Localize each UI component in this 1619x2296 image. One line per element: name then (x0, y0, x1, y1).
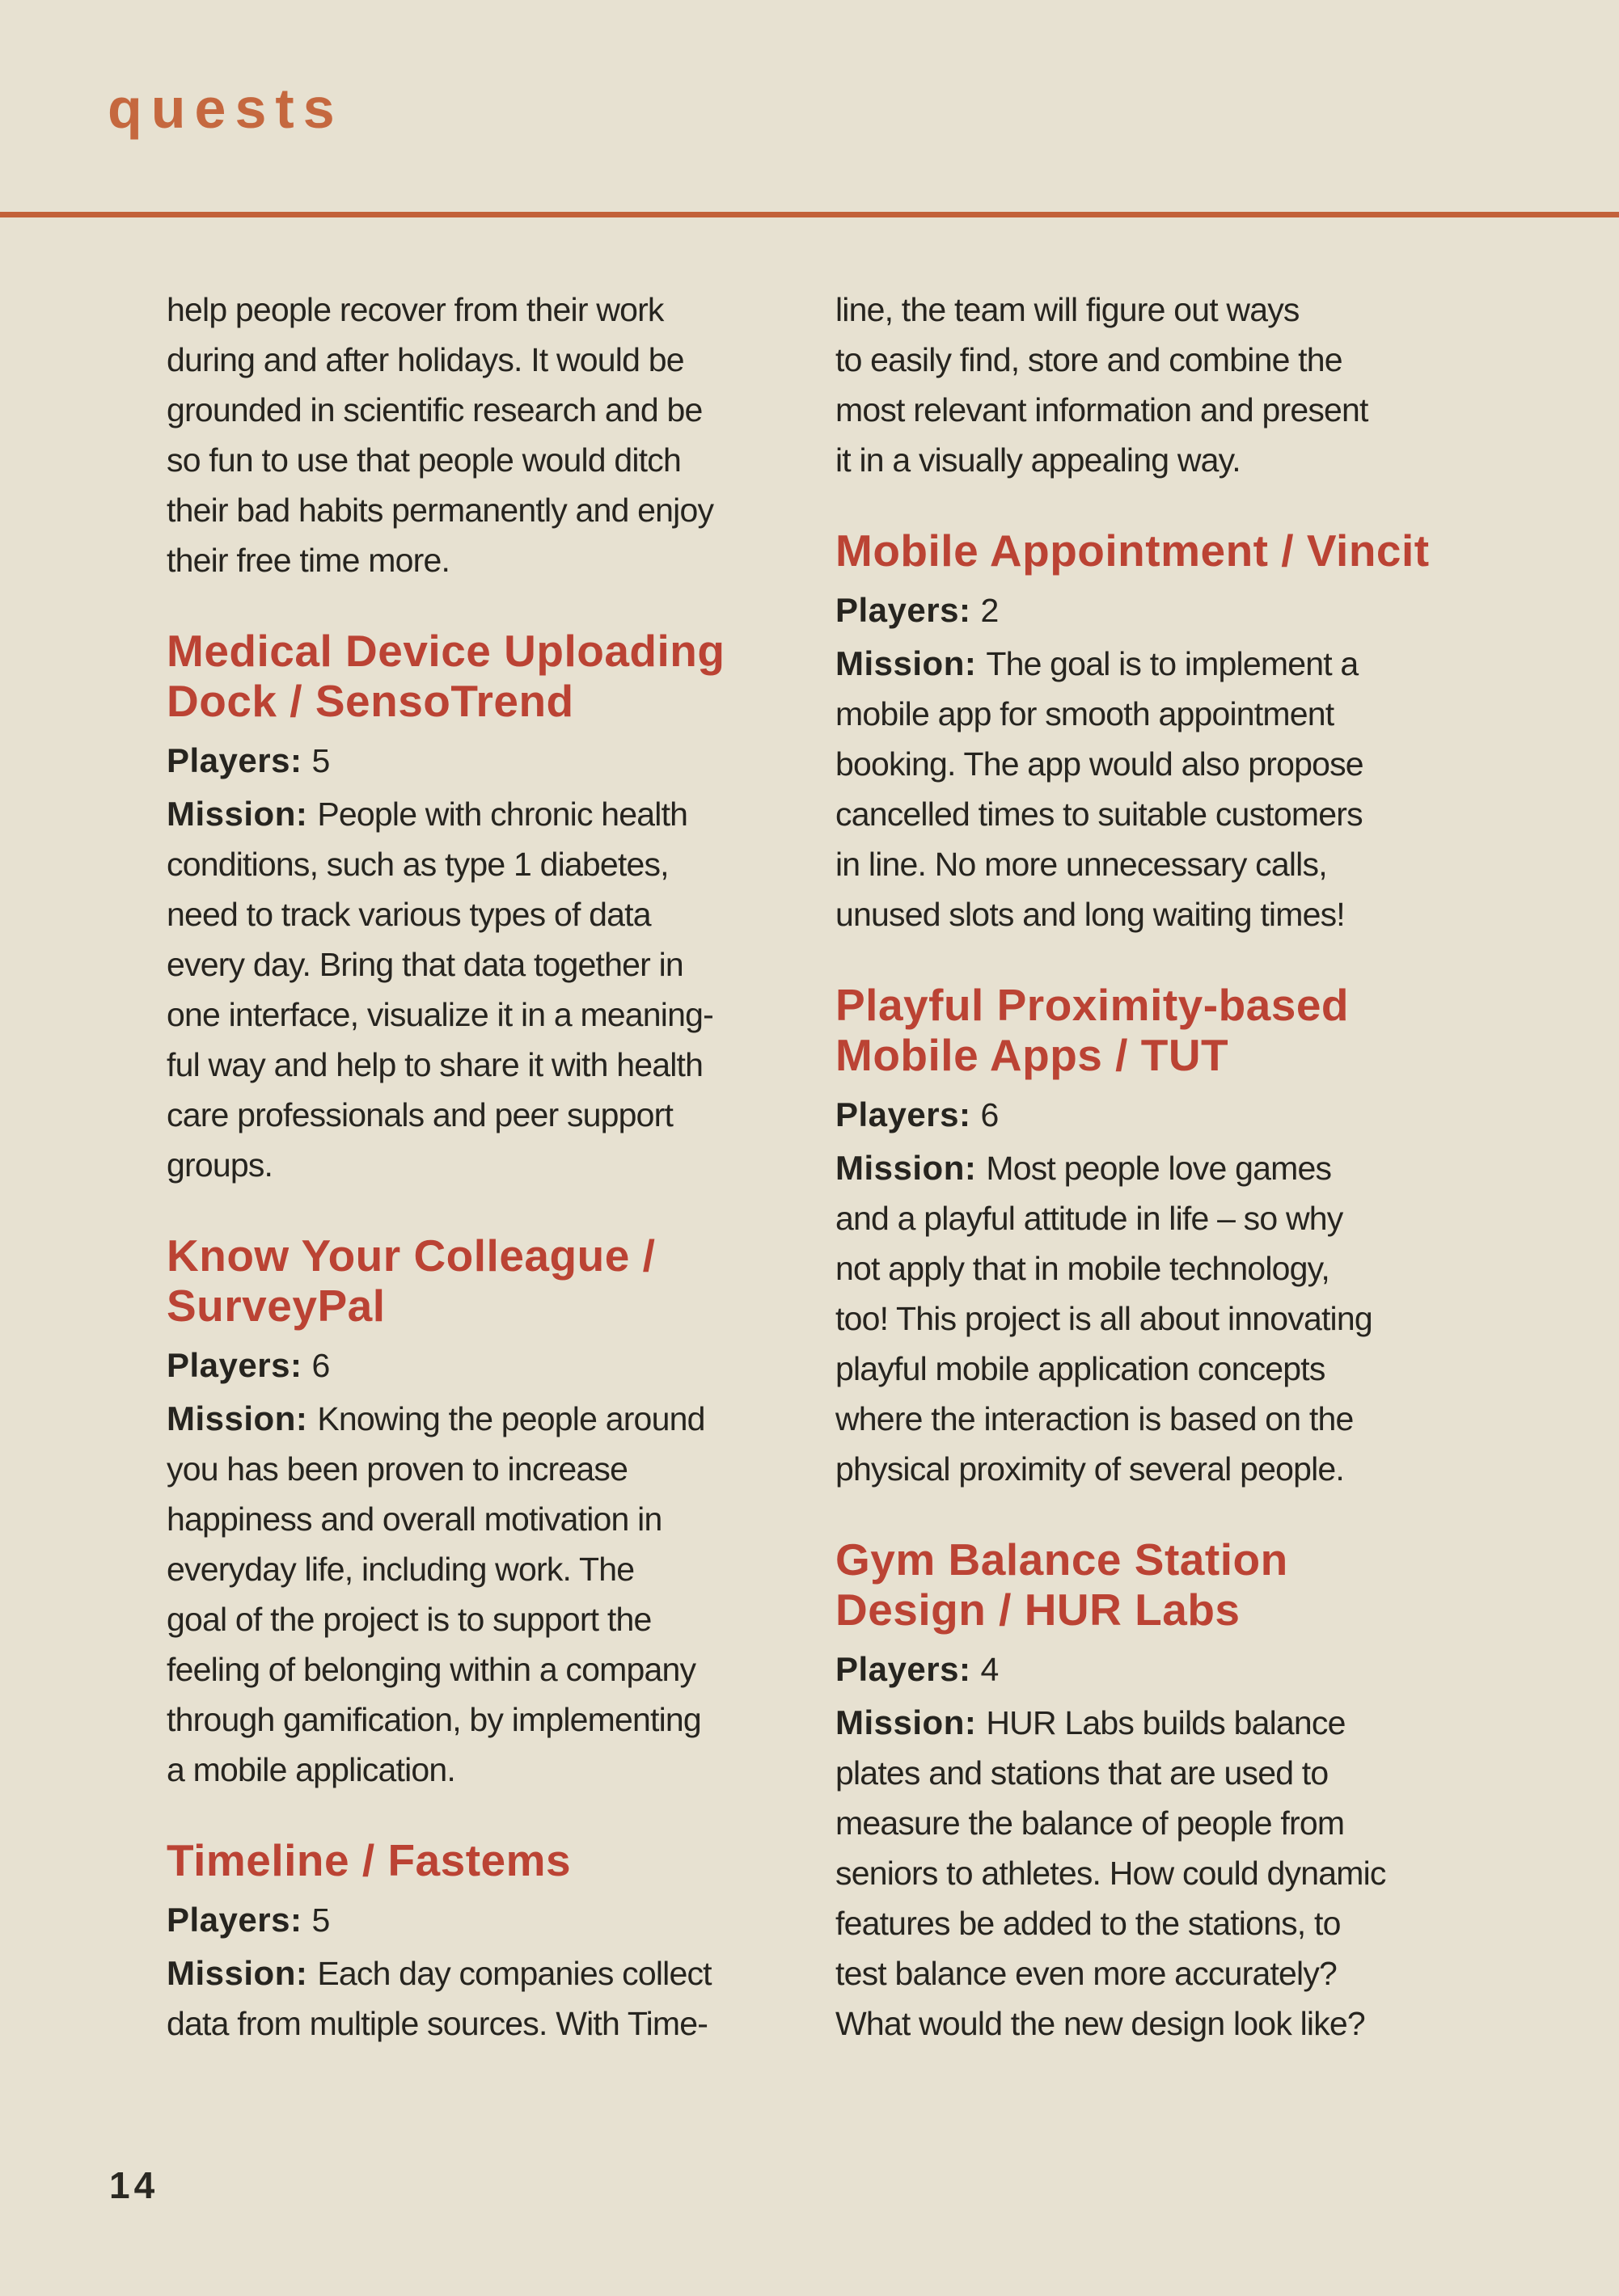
quest-section (167, 626, 822, 1190)
quest-title (167, 1835, 822, 1885)
mission-line: mobile app for smooth appointment (835, 695, 1334, 732)
mission-line: plates and stations that are used to (835, 1754, 1329, 1792)
quest-title-line: Design / HUR Labs (835, 1585, 1241, 1635)
mission-label: Mission: (835, 1703, 977, 1741)
mission-label: Mission: (835, 1149, 977, 1187)
page-number: 14 (109, 2164, 159, 2206)
quest-title (835, 525, 1490, 576)
mission-line: you has been proven to increase (167, 1450, 628, 1488)
body-line: grounded in scientific research and be (167, 391, 703, 428)
mission-line: cancelled times to suitable customers (835, 796, 1363, 833)
players-value: 2 (980, 592, 999, 629)
players-label: Players: (167, 741, 302, 779)
mission-line: feeling of belonging within a company (167, 1651, 696, 1688)
mission-line (167, 789, 822, 839)
mission-line: a mobile application. (167, 1751, 455, 1788)
mission-line: conditions, such as type 1 diabetes, (167, 846, 669, 883)
mission-line: physical proximity of several people. (835, 1450, 1344, 1488)
quest-title-line: Mobile Appointment / Vincit (835, 525, 1430, 576)
title-rule (0, 212, 1619, 217)
mission-line: one interface, visualize it in a meaning- (167, 996, 713, 1033)
mission-line (835, 639, 1490, 689)
body-line: so fun to use that people would ditch (167, 441, 681, 479)
players-line (835, 1644, 1490, 1695)
body-line: their bad habits permanently and enjoy (167, 492, 714, 529)
quest-section (835, 980, 1490, 1494)
mission-label: Mission: (835, 644, 977, 682)
quest-title-line: Timeline / Fastems (167, 1835, 572, 1885)
quest-section (167, 1835, 822, 2049)
players-label: Players: (167, 1901, 302, 1939)
mission-line: measure the balance of people from (835, 1804, 1345, 1842)
body-line: during and after holidays. It would be (167, 341, 684, 378)
mission-line-text: Most people love games (986, 1150, 1332, 1187)
quest-title (835, 1534, 1490, 1635)
quest-section (835, 1534, 1490, 2049)
players-line (835, 585, 1490, 635)
players-value: 4 (980, 1651, 999, 1688)
mission-line-text: HUR Labs builds balance (986, 1704, 1346, 1741)
mission-line-text: The goal is to implement a (986, 645, 1359, 682)
players-line (167, 736, 822, 786)
mission-line: booking. The app would also propose (835, 745, 1363, 783)
mission-line: happiness and overall motivation in (167, 1500, 662, 1538)
mission-line-text: Knowing the people around (317, 1400, 705, 1437)
mission-text (167, 1948, 822, 2049)
players-value: 6 (311, 1347, 330, 1384)
mission-line: through gamification, by implementing (167, 1701, 701, 1738)
mission-line (167, 1394, 822, 1444)
mission-line: need to track various types of data (167, 896, 651, 933)
body-line: to easily find, store and combine the (835, 341, 1342, 378)
body-line: it in a visually appealing way. (835, 441, 1241, 479)
mission-text (835, 639, 1490, 939)
mission-line: What would the new design look like? (835, 2005, 1365, 2042)
quest-title-line: Gym Balance Station (835, 1534, 1288, 1585)
quest-section (835, 525, 1490, 939)
quest-title (167, 1230, 822, 1331)
players-label: Players: (167, 1346, 302, 1384)
players-line (167, 1895, 822, 1945)
mission-line: where the interaction is based on the (835, 1400, 1354, 1437)
right-column (835, 285, 1490, 2049)
players-value: 6 (980, 1096, 999, 1133)
left-column (167, 285, 822, 2049)
players-label: Players: (835, 1650, 971, 1688)
mission-line (167, 1948, 822, 1998)
mission-line (835, 1698, 1490, 1748)
mission-line (835, 1143, 1490, 1193)
players-line (167, 1340, 822, 1391)
mission-line: care professionals and peer support (167, 1096, 674, 1133)
body-paragraph (167, 285, 822, 585)
quest-title-line: Playful Proximity-based (835, 980, 1350, 1030)
players-label: Players: (835, 1095, 971, 1133)
players-line (835, 1090, 1490, 1140)
quest-section (167, 1230, 822, 1795)
mission-line: everyday life, including work. The (167, 1551, 635, 1588)
players-label: Players: (835, 591, 971, 629)
quest-title (167, 626, 822, 726)
mission-line: features be added to the stations, to (835, 1905, 1341, 1942)
body-line: most relevant information and present (835, 391, 1368, 428)
mission-line: playful mobile application concepts (835, 1350, 1325, 1387)
players-value: 5 (311, 742, 330, 779)
body-line: help people recover from their work (167, 291, 664, 328)
quest-title-line: Know Your Colleague / (167, 1230, 656, 1281)
quest-title (835, 980, 1490, 1080)
mission-text (835, 1698, 1490, 2049)
body-paragraph (835, 285, 1490, 485)
mission-line: ful way and help to share it with health (167, 1046, 704, 1083)
mission-text (167, 789, 822, 1190)
mission-line: and a playful attitude in life – so why (835, 1200, 1343, 1237)
mission-line: unused slots and long waiting times! (835, 896, 1345, 933)
mission-line: in line. No more unnecessary calls, (835, 846, 1327, 883)
mission-line-text: People with chronic health (317, 796, 688, 833)
mission-label: Mission: (167, 1954, 308, 1992)
mission-line: data from multiple sources. With Time- (167, 2005, 708, 2042)
mission-line: goal of the project is to support the (167, 1601, 652, 1638)
mission-text (167, 1394, 822, 1795)
mission-line: seniors to athletes. How could dynamic (835, 1855, 1386, 1892)
quest-title-line: Mobile Apps / TUT (835, 1030, 1229, 1080)
body-line: line, the team will figure out ways (835, 291, 1300, 328)
mission-line: not apply that in mobile technology, (835, 1250, 1329, 1287)
body-line: their free time more. (167, 542, 450, 579)
mission-line: too! This project is all about innovating (835, 1300, 1372, 1337)
mission-label: Mission: (167, 795, 308, 833)
quest-title-line: SurveyPal (167, 1281, 386, 1331)
mission-line: groups. (167, 1146, 273, 1184)
quest-title-line: Dock / SensoTrend (167, 676, 574, 726)
players-value: 5 (311, 1901, 330, 1939)
mission-label: Mission: (167, 1399, 308, 1437)
mission-line: every day. Bring that data together in (167, 946, 683, 983)
page-title: quests (108, 77, 344, 140)
mission-text (835, 1143, 1490, 1494)
quest-title-line: Medical Device Uploading (167, 626, 725, 676)
mission-line: test balance even more accurately? (835, 1955, 1338, 1992)
mission-line-text: Each day companies collect (317, 1955, 712, 1992)
